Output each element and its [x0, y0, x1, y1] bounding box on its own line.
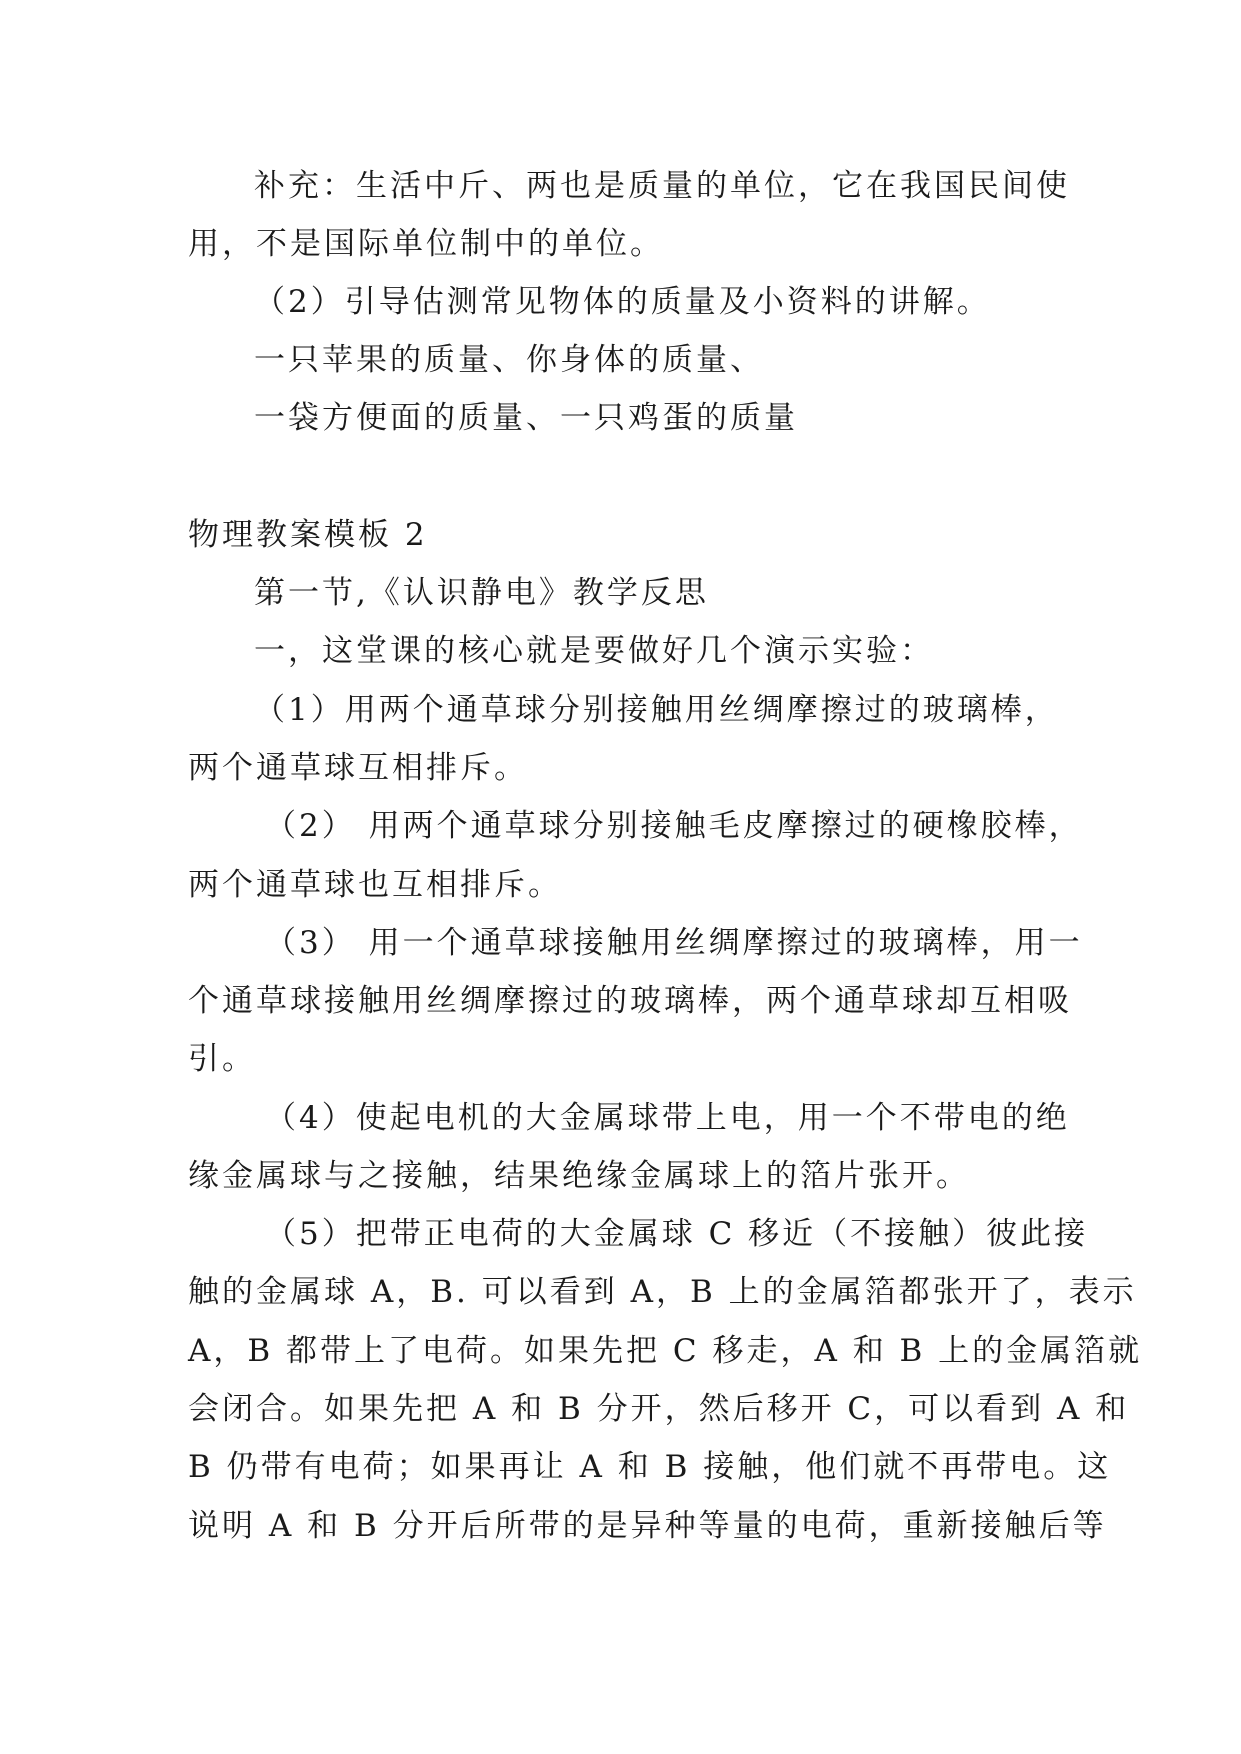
paragraph-line: 缘金属球与之接触，结果绝缘金属球上的箔片张开。 [188, 1158, 970, 1194]
paragraph-line: 说明 A 和 B 分开后所带的是异种等量的电荷，重新接触后等 [188, 1508, 1107, 1544]
paragraph-line: 会闭合。如果先把 A 和 B 分开，然后移开 C，可以看到 A 和 [188, 1391, 1130, 1427]
paragraph-line: 一，这堂课的核心就是要做好几个演示实验： [254, 633, 934, 669]
paragraph-line: 一袋方便面的质量、一只鸡蛋的质量 [254, 400, 798, 436]
paragraph-line: A，B 都带上了电荷。如果先把 C 移走，A 和 B 上的金属箔就 [188, 1333, 1143, 1369]
paragraph-line: 引。 [188, 1041, 256, 1077]
section-heading: 物理教案模板 2 [188, 517, 428, 553]
paragraph-line: 一只苹果的质量、你身体的质量、 [254, 342, 764, 378]
paragraph-line: （5）把带正电荷的大金属球 C 移近（不接触）彼此接 [265, 1216, 1089, 1252]
paragraph-line: 两个通草球互相排斥。 [188, 750, 528, 786]
paragraph-line: （2）引导估测常见物体的质量及小资料的讲解。 [254, 284, 991, 320]
paragraph-line: （2） 用两个通草球分别接触毛皮摩擦过的硬橡胶棒， [265, 808, 1083, 844]
paragraph-line: （4）使起电机的大金属球带上电，用一个不带电的绝 [265, 1100, 1070, 1136]
paragraph-line: （1）用两个通草球分别接触用丝绸摩擦过的玻璃棒， [254, 692, 1059, 728]
paragraph-line: （3） 用一个通草球接触用丝绸摩擦过的玻璃棒，用一 [265, 925, 1083, 961]
paragraph-line: 两个通草球也互相排斥。 [188, 867, 562, 903]
paragraph-line: B 仍带有电荷；如果再让 A 和 B 接触，他们就不再带电。这 [188, 1449, 1112, 1485]
paragraph-line: 第一节,《认识静电》教学反思 [254, 575, 709, 611]
paragraph-line: 用，不是国际单位制中的单位。 [188, 226, 664, 262]
paragraph-line: 补充：生活中斤、两也是质量的单位，它在我国民间使 [254, 168, 1070, 204]
paragraph-line: 个通草球接触用丝绸摩擦过的玻璃棒，两个通草球却互相吸 [188, 983, 1072, 1019]
paragraph-line: 触的金属球 A，B. 可以看到 A，B 上的金属箔都张开了，表示 [188, 1274, 1137, 1310]
